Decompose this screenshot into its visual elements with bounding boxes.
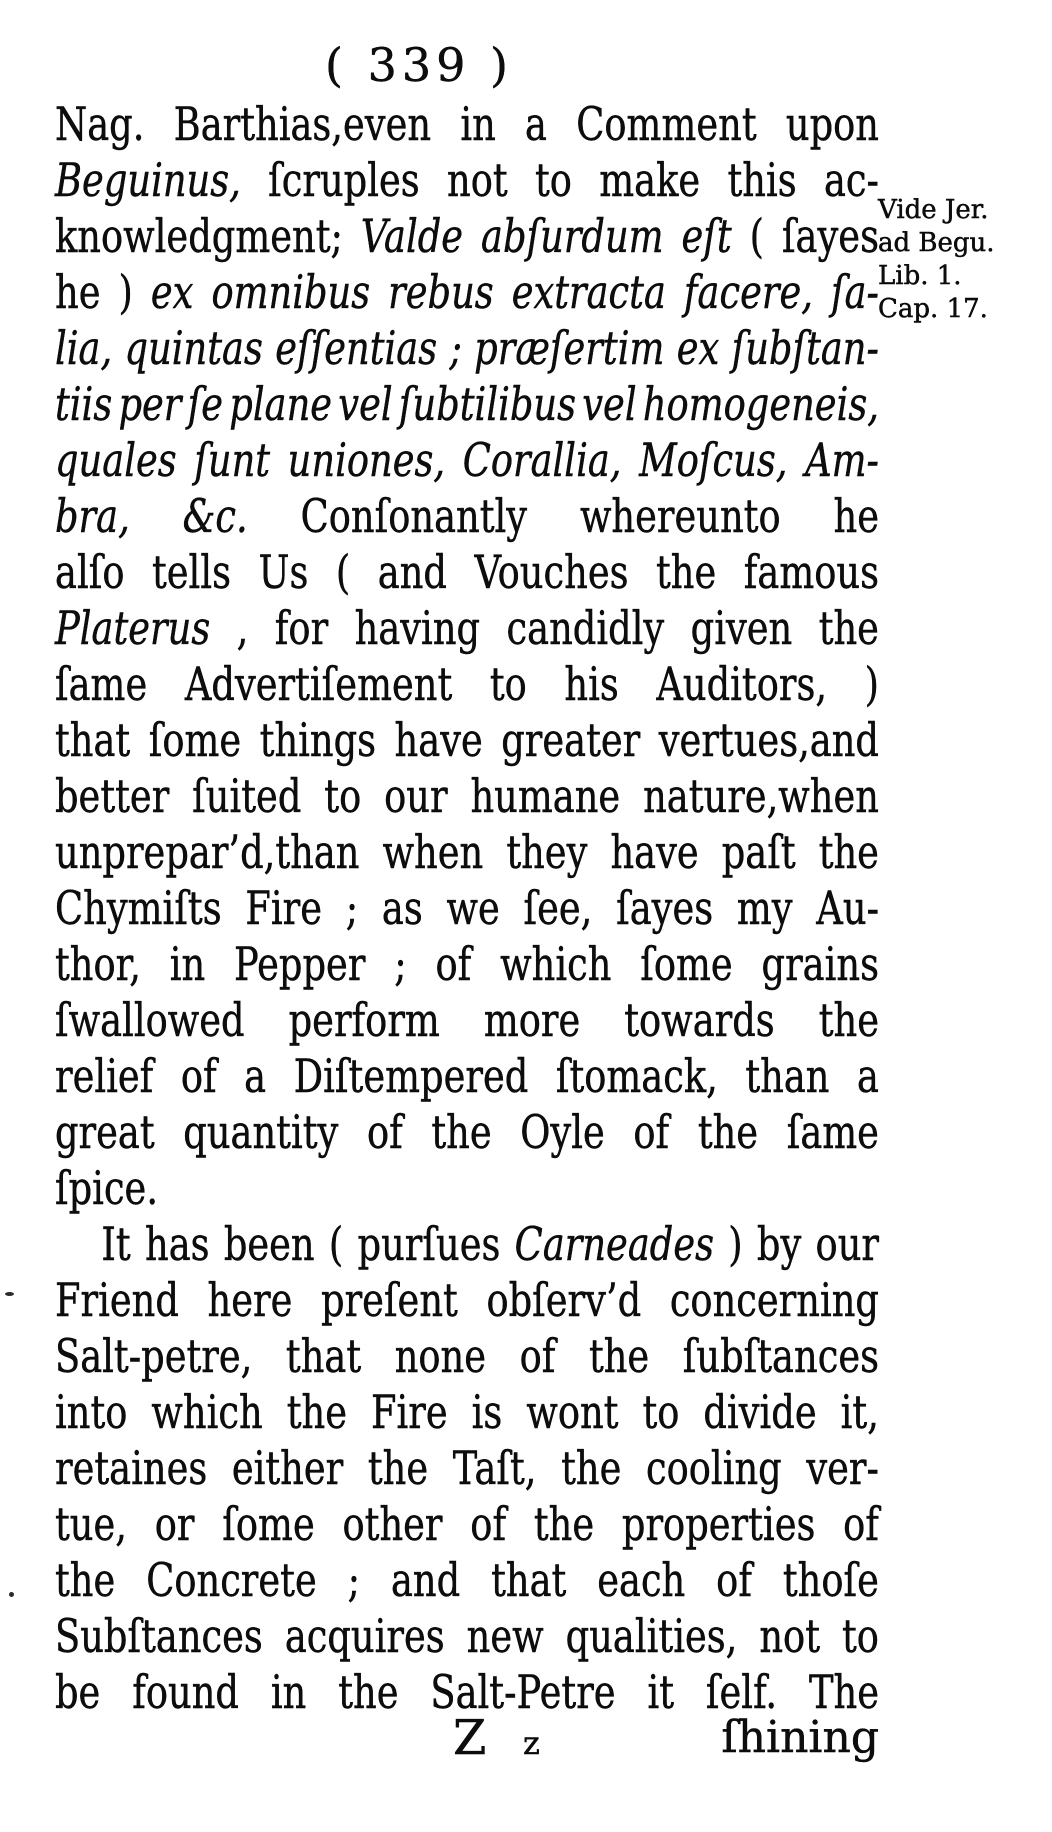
- margin-note-line: ad Begu.: [878, 228, 995, 258]
- word: vel: [338, 377, 393, 431]
- word: to: [534, 153, 572, 207]
- word: grains: [761, 937, 879, 991]
- text-line: [55, 544, 879, 600]
- text-line: [55, 880, 879, 936]
- text-line: [55, 1440, 879, 1496]
- margin-note: [878, 194, 1050, 326]
- word: Advertiſement: [184, 657, 453, 711]
- word: either: [231, 1441, 344, 1495]
- word: and: [390, 1553, 461, 1607]
- word: ſunt: [194, 433, 271, 487]
- word: lia,: [55, 321, 113, 375]
- word: thoſe: [782, 1553, 879, 1607]
- margin-note-line: Vide Jer.: [878, 195, 989, 225]
- word: ſuited: [192, 769, 302, 823]
- word: nature,when: [643, 769, 879, 823]
- word: &c.: [182, 489, 248, 543]
- word: new: [466, 1609, 544, 1663]
- word: when: [382, 825, 484, 879]
- word: the: [561, 1441, 622, 1495]
- word: Barthias,even: [173, 97, 432, 151]
- word: ,: [236, 601, 249, 655]
- word: of: [843, 1497, 879, 1551]
- word: ſome: [222, 1497, 315, 1551]
- word: ſubtilibus: [398, 377, 577, 431]
- signature-line: [55, 1710, 879, 1800]
- word: has: [145, 1217, 210, 1271]
- word: cooling: [646, 1441, 782, 1495]
- word: it,: [840, 1385, 879, 1439]
- word: we: [446, 881, 500, 935]
- word: ;: [345, 881, 359, 935]
- word: Diſtempered: [293, 1049, 529, 1103]
- text-line: [55, 1496, 879, 1552]
- word: and: [377, 545, 447, 599]
- word: each: [597, 1553, 686, 1607]
- word: given: [690, 601, 793, 655]
- word: Au-: [816, 881, 879, 935]
- word: Moſcus,: [639, 433, 788, 487]
- word: my: [736, 881, 793, 935]
- word: eſſentias: [275, 321, 438, 375]
- word: per: [118, 377, 182, 431]
- word: to: [489, 657, 527, 711]
- word: the: [431, 1105, 492, 1159]
- word: quintas: [124, 321, 263, 375]
- word: ſee,: [523, 881, 593, 935]
- word: have: [394, 713, 483, 767]
- text-line: [55, 488, 879, 544]
- word: or: [154, 1497, 195, 1551]
- word: the: [588, 1329, 650, 1383]
- text-line: [55, 376, 879, 432]
- text-line: [55, 1216, 879, 1272]
- word: to: [324, 769, 362, 823]
- text-line: [55, 824, 879, 880]
- text-line: [55, 936, 879, 992]
- word: ſome: [640, 937, 733, 991]
- word: in: [169, 937, 206, 991]
- word: Concrete: [146, 1553, 317, 1607]
- word: that: [55, 713, 131, 767]
- word: Pepper: [234, 937, 366, 991]
- word: greater: [501, 713, 641, 767]
- word: better: [55, 769, 170, 823]
- word: quales: [55, 433, 177, 487]
- word: ſayes: [781, 209, 879, 263]
- word: here: [207, 1273, 293, 1327]
- word: Am-: [805, 433, 879, 487]
- word: the: [55, 1553, 116, 1607]
- word: Corallia,: [462, 433, 622, 487]
- word: Us: [258, 545, 309, 599]
- word: alſo: [55, 545, 125, 599]
- text-line: [55, 1384, 879, 1440]
- word: preſent: [321, 1273, 458, 1327]
- word: more: [483, 993, 581, 1047]
- word: Fire: [370, 1385, 448, 1439]
- word: the: [338, 1665, 399, 1719]
- text-line: [55, 1048, 879, 1104]
- word: upon: [785, 97, 879, 151]
- word: humane: [470, 769, 621, 823]
- word: Carneades: [514, 1217, 714, 1271]
- word: as: [381, 881, 423, 935]
- word: candidly: [506, 601, 665, 655]
- word: towards: [624, 993, 775, 1047]
- text-column: [55, 96, 879, 1720]
- text-line: [55, 1328, 879, 1384]
- word: the: [286, 1385, 347, 1439]
- word: than: [745, 1049, 830, 1103]
- word: is: [471, 1385, 503, 1439]
- word: having: [354, 601, 481, 655]
- word: acquires: [284, 1609, 445, 1663]
- word: ſe: [187, 377, 224, 431]
- word: thor,: [55, 937, 141, 991]
- catchword: ſhining: [721, 1712, 879, 1763]
- word: (: [335, 545, 351, 599]
- word: by: [756, 1217, 802, 1271]
- word: ver-: [806, 1441, 879, 1495]
- word: wont: [526, 1385, 619, 1439]
- margin-note-line: Lib. 1.: [878, 261, 962, 291]
- text-line: [55, 1608, 879, 1664]
- word: of: [435, 937, 472, 991]
- word: ſame: [786, 1105, 879, 1159]
- word: ſwallowed: [55, 993, 245, 1047]
- word: The: [808, 1665, 879, 1719]
- word: (: [749, 209, 764, 263]
- text-line: [55, 992, 879, 1048]
- word: found: [132, 1665, 239, 1719]
- word: quantity: [183, 1105, 339, 1159]
- word: ): [118, 265, 133, 319]
- word: our: [384, 769, 448, 823]
- signature-mark-small: z: [523, 1724, 540, 1762]
- text-line: [55, 432, 879, 488]
- word: Auditors,: [656, 657, 828, 711]
- word: Subſtances: [55, 1609, 263, 1663]
- ink-speck: [9, 1592, 14, 1597]
- word: in: [460, 97, 496, 151]
- word: Conſonantly: [300, 489, 528, 543]
- margin-note-line: Cap. 17.: [878, 294, 988, 324]
- word: ): [728, 1217, 743, 1271]
- word: ac-: [823, 153, 879, 207]
- word: relief: [55, 1049, 154, 1103]
- text-line: [55, 1160, 879, 1216]
- word: this: [727, 153, 797, 207]
- word: vertues,and: [658, 713, 879, 767]
- word: of: [519, 1329, 556, 1383]
- word: his: [564, 657, 619, 711]
- word: famous: [743, 545, 879, 599]
- word: ſelf.: [705, 1665, 778, 1719]
- word: whereunto: [579, 489, 781, 543]
- word: be: [55, 1665, 101, 1719]
- word: facere,: [683, 265, 813, 319]
- word: knowledgment;: [55, 209, 343, 263]
- text-line: [55, 768, 879, 824]
- word: the: [818, 601, 879, 655]
- word: rebus: [388, 265, 494, 319]
- word: tue,: [55, 1497, 127, 1551]
- text-line: [55, 208, 879, 264]
- word: ;: [394, 937, 407, 991]
- word: Fire: [245, 881, 323, 935]
- word: ſubſtan-: [731, 321, 879, 375]
- word: the: [818, 993, 879, 1047]
- page-number: ( 339 ): [325, 38, 513, 92]
- word: It: [101, 1217, 131, 1271]
- word: the: [533, 1497, 595, 1551]
- word: Salt-petre,: [55, 1329, 253, 1383]
- word: Chymiſts: [55, 881, 222, 935]
- word: which: [151, 1385, 263, 1439]
- word: omnibus: [211, 265, 371, 319]
- word: ſome: [148, 713, 242, 767]
- word: purſues: [357, 1217, 501, 1271]
- word: in: [270, 1665, 307, 1719]
- word: unprepar’d,than: [55, 825, 360, 879]
- word: Taſt,: [452, 1441, 537, 1495]
- text-line: [55, 600, 879, 656]
- word: tells: [151, 545, 231, 599]
- word: of: [180, 1049, 217, 1103]
- word: a: [525, 97, 547, 151]
- word: the: [367, 1441, 429, 1495]
- word: ſame: [55, 657, 148, 711]
- word: things: [259, 713, 377, 767]
- word: they: [506, 825, 588, 879]
- text-line: [55, 1272, 879, 1328]
- word: eſt: [681, 209, 732, 263]
- signature-mark: Z: [453, 1710, 487, 1766]
- word: other: [342, 1497, 443, 1551]
- word: make: [599, 153, 701, 207]
- word: for: [274, 601, 329, 655]
- text-line: [55, 264, 879, 320]
- word: abſurdum: [481, 209, 664, 263]
- word: bra,: [55, 489, 130, 543]
- word: he: [55, 265, 101, 319]
- word: Friend: [55, 1273, 179, 1327]
- word: obſerv’d: [486, 1273, 642, 1327]
- word: into: [55, 1385, 128, 1439]
- word: a: [244, 1049, 267, 1103]
- word: the: [697, 1105, 759, 1159]
- word: none: [394, 1329, 487, 1383]
- word: uniones,: [287, 433, 446, 487]
- word: ſtomack,: [555, 1049, 718, 1103]
- word: paſt: [721, 825, 796, 879]
- text-line: [55, 320, 879, 376]
- word: to: [642, 1385, 680, 1439]
- word: ex: [150, 265, 194, 319]
- word: it: [647, 1665, 675, 1719]
- word: ſubſtances: [682, 1329, 879, 1383]
- word: Vouches: [474, 545, 629, 599]
- word: a: [857, 1049, 879, 1103]
- ink-speck: [5, 1292, 14, 1296]
- word: retaines: [55, 1441, 208, 1495]
- word: the: [655, 545, 717, 599]
- text-line: [55, 152, 879, 208]
- word: he: [833, 489, 879, 543]
- word: concerning: [669, 1273, 879, 1327]
- word: that: [285, 1329, 362, 1383]
- word: ): [864, 657, 879, 711]
- text-line: [55, 656, 879, 712]
- word: Oyle: [520, 1105, 605, 1159]
- word: that: [491, 1553, 567, 1607]
- word: not: [447, 153, 508, 207]
- word: of: [716, 1553, 752, 1607]
- word: vel: [582, 377, 637, 431]
- word: not: [759, 1609, 820, 1663]
- word: tiis: [55, 377, 113, 431]
- word: Platerus: [55, 601, 211, 655]
- word: (: [328, 1217, 344, 1271]
- word: been: [223, 1217, 315, 1271]
- word: plane: [229, 377, 333, 431]
- word: Valde: [360, 209, 464, 263]
- text-line: [55, 96, 879, 152]
- word: præſertim: [474, 321, 665, 375]
- word: ſpice.: [55, 1161, 159, 1215]
- word: Nag.: [55, 97, 145, 151]
- word: Comment: [576, 97, 757, 151]
- word: of: [633, 1105, 670, 1159]
- word: qualities,: [565, 1609, 738, 1663]
- word: Beguinus,: [55, 153, 241, 207]
- word: which: [500, 937, 612, 991]
- text-line: [55, 1104, 879, 1160]
- word: of: [366, 1105, 403, 1159]
- word: our: [815, 1217, 879, 1271]
- word: extracta: [511, 265, 666, 319]
- word: great: [55, 1105, 155, 1159]
- word: perform: [288, 993, 440, 1047]
- word: homogeneis,: [642, 377, 879, 431]
- text-line: [55, 712, 879, 768]
- word: divide: [703, 1385, 817, 1439]
- word: ſayes: [616, 881, 714, 935]
- word: Salt-Petre: [430, 1665, 616, 1719]
- word: ſa-: [830, 265, 879, 319]
- word: the: [818, 825, 879, 879]
- word: ;: [347, 1553, 361, 1607]
- text-line: [55, 1552, 879, 1608]
- word: to: [842, 1609, 879, 1663]
- word: ;: [449, 321, 462, 375]
- word: of: [470, 1497, 507, 1551]
- word: have: [610, 825, 699, 879]
- word: ſcruples: [268, 153, 420, 207]
- word: ex: [676, 321, 720, 375]
- word: properties: [621, 1497, 816, 1551]
